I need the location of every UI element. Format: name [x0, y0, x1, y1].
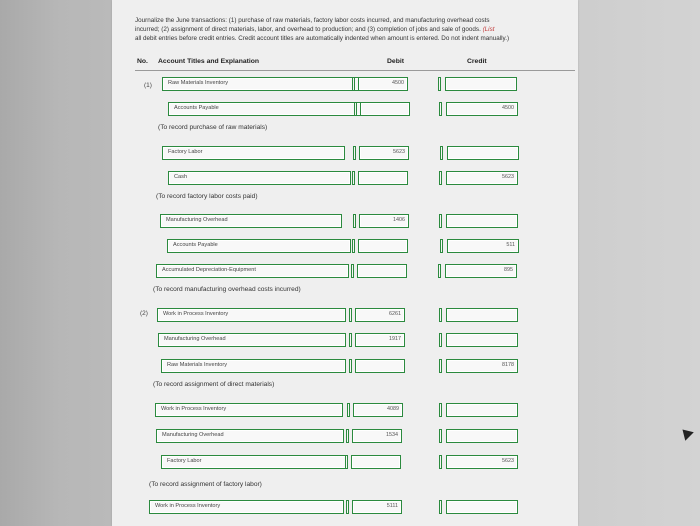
column-divider: [439, 359, 442, 373]
instructions-line-2-red: (List: [482, 26, 495, 33]
account-title-input[interactable]: Manufacturing Overhead: [160, 214, 342, 228]
credit-input[interactable]: 5623: [446, 171, 518, 185]
credit-input[interactable]: [446, 403, 518, 417]
debit-input[interactable]: 1917: [355, 333, 405, 347]
caption-assign-materials: (To record assignment of direct materials): [153, 381, 275, 388]
credit-input[interactable]: [446, 500, 518, 514]
header-no: No.: [137, 58, 148, 65]
credit-input[interactable]: 895: [445, 264, 517, 278]
column-divider: [439, 403, 442, 417]
column-divider: [439, 333, 442, 347]
credit-input[interactable]: 8178: [446, 359, 518, 373]
caption-purchase: (To record purchase of raw materials): [158, 124, 268, 131]
account-title-input[interactable]: Factory Labor: [161, 455, 348, 469]
column-divider: [353, 214, 356, 228]
column-divider: [346, 429, 349, 443]
column-divider: [349, 308, 352, 322]
account-title-input[interactable]: Factory Labor: [162, 146, 345, 160]
instructions-line-1: Journalize the June transactions: (1) purchase of raw materials, factory labor costs incurred, and manufacturing overhead costs: [135, 17, 490, 24]
column-divider: [439, 308, 442, 322]
debit-input[interactable]: 5623: [359, 146, 409, 160]
debit-input[interactable]: [357, 264, 407, 278]
column-divider: [440, 146, 443, 160]
column-divider: [439, 429, 442, 443]
account-title-input[interactable]: Manufacturing Overhead: [158, 333, 346, 347]
debit-input[interactable]: [358, 239, 408, 253]
column-divider: [439, 455, 442, 469]
credit-input[interactable]: [446, 429, 518, 443]
column-divider: [347, 403, 350, 417]
entry-number-1: (1): [144, 82, 152, 89]
credit-input[interactable]: 5623: [446, 455, 518, 469]
account-title-input[interactable]: Cash: [168, 171, 351, 185]
header-account: Account Titles and Explanation: [158, 58, 260, 65]
debit-input[interactable]: 4089: [353, 403, 403, 417]
account-title-input[interactable]: Raw Materials Inventory: [161, 359, 346, 373]
credit-input[interactable]: [446, 333, 518, 347]
entry-number-2: (2): [140, 310, 148, 317]
column-divider: [439, 171, 442, 185]
caption-assign-labor: (To record assignment of factory labor): [149, 481, 262, 488]
mouse-cursor-icon: [678, 425, 694, 441]
credit-input[interactable]: [445, 77, 517, 91]
credit-input[interactable]: [446, 214, 518, 228]
credit-input[interactable]: 511: [447, 239, 519, 253]
column-divider: [438, 264, 441, 278]
column-divider: [352, 77, 355, 91]
account-title-input[interactable]: Work in Process Inventory: [157, 308, 346, 322]
debit-input[interactable]: [358, 171, 408, 185]
debit-input[interactable]: 6261: [355, 308, 405, 322]
debit-input[interactable]: 1406: [359, 214, 409, 228]
header-divider: [135, 70, 575, 71]
column-divider: [346, 500, 349, 514]
column-divider: [345, 455, 348, 469]
header-debit: Debit: [387, 58, 404, 65]
debit-input[interactable]: 5111: [352, 500, 402, 514]
account-title-input[interactable]: Accounts Payable: [167, 239, 351, 253]
account-title-input[interactable]: Raw Materials Inventory: [162, 77, 368, 91]
credit-input[interactable]: [446, 308, 518, 322]
account-title-input[interactable]: Work in Process Inventory: [149, 500, 344, 514]
account-title-input[interactable]: Work in Process Inventory: [155, 403, 343, 417]
credit-input[interactable]: 4500: [446, 102, 518, 116]
header-credit: Credit: [467, 58, 487, 65]
column-divider: [440, 239, 443, 253]
account-title-input[interactable]: Accumulated Depreciation-Equipment: [156, 264, 349, 278]
caption-labor-paid: (To record factory labor costs paid): [156, 193, 258, 200]
debit-input[interactable]: 1534: [352, 429, 402, 443]
debit-input[interactable]: 4500: [358, 77, 408, 91]
column-divider: [352, 171, 355, 185]
account-title-input[interactable]: Manufacturing Overhead: [156, 429, 344, 443]
caption-overhead: (To record manufacturing overhead costs incurred): [153, 286, 301, 293]
column-divider: [439, 102, 442, 116]
column-divider: [439, 500, 442, 514]
credit-input[interactable]: [447, 146, 519, 160]
column-divider: [351, 264, 354, 278]
column-divider: [354, 102, 357, 116]
column-divider: [352, 239, 355, 253]
instructions-line-3: all debit entries before credit entries. Credit account titles are automatically indented when amount is entered. Do not indent manually.): [135, 35, 510, 42]
account-title-input[interactable]: Accounts Payable: [168, 102, 376, 116]
column-divider: [349, 359, 352, 373]
debit-input[interactable]: [360, 102, 410, 116]
debit-input[interactable]: [355, 359, 405, 373]
instructions-line-2-text: incurred; (2) assignment of direct materials, labor, and overhead to production; and (3) completion of jobs and sale of goods.: [135, 26, 481, 33]
column-divider: [439, 214, 442, 228]
column-divider: [353, 146, 356, 160]
column-divider: [349, 333, 352, 347]
debit-input[interactable]: [351, 455, 401, 469]
column-divider: [438, 77, 441, 91]
